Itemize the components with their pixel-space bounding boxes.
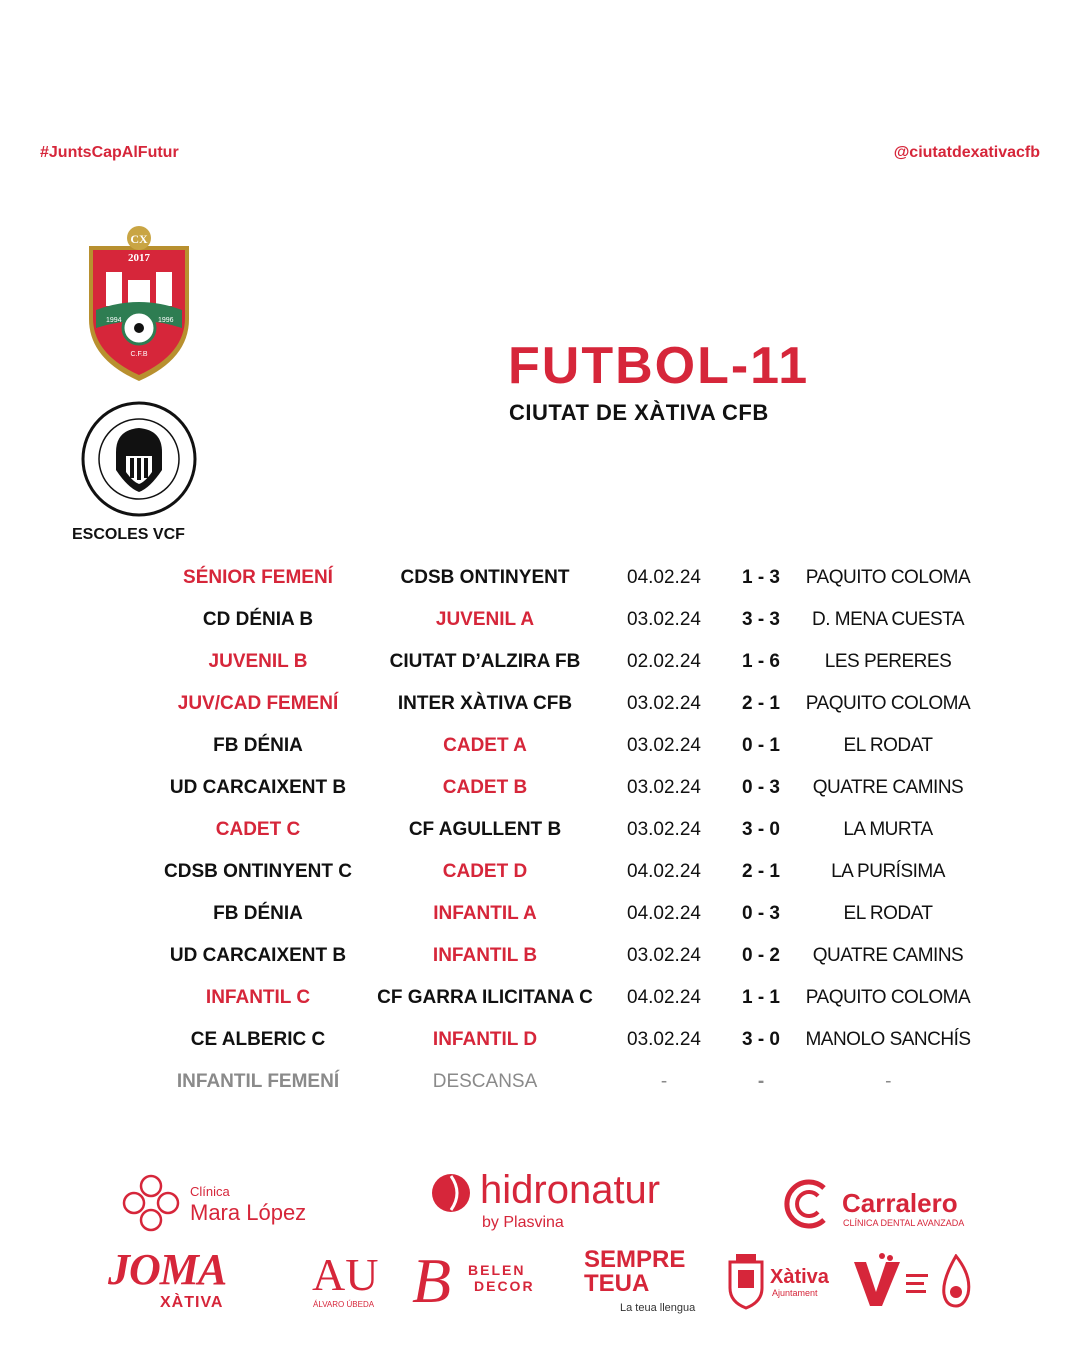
page-title: FUTBOL-11 (508, 337, 810, 395)
match-score: 0 - 1 (741, 735, 781, 756)
home-team: FB DÉNIA (213, 735, 303, 756)
match-date: 04.02.24 (627, 903, 701, 924)
match-venue: QUATRE CAMINS (812, 945, 964, 966)
match-venue: EL RODAT (843, 735, 933, 756)
away-team: CADET B (442, 777, 528, 798)
xativa-logo: Xàtiva (770, 1266, 829, 1288)
xativa-sub: Ajuntament (772, 1288, 818, 1298)
match-score: 2 - 1 (741, 693, 781, 714)
home-team: UD CARCAIXENT B (169, 945, 347, 966)
belen-b-mark: B (412, 1245, 452, 1316)
clinic-name: Mara López (190, 1200, 307, 1225)
hidronatur-sub: by Plasvina (482, 1214, 564, 1231)
home-team: FB DÉNIA (213, 903, 303, 924)
federation-logo-icon (852, 1252, 902, 1308)
home-team: UD CARCAIXENT B (169, 777, 347, 798)
away-team: JUVENIL A (435, 609, 535, 630)
fixture-row (150, 641, 990, 683)
home-team: CDSB ONTINYENT C (164, 861, 352, 882)
match-venue: PAQUITO COLOMA (805, 567, 971, 588)
match-venue: LA PURÍSIMA (831, 861, 945, 882)
match-score: 0 - 3 (741, 903, 781, 924)
joma-sub: XÀTIVA (160, 1294, 224, 1311)
crest-year: 2017 (128, 252, 150, 264)
match-score: - (757, 1071, 765, 1092)
fixture-row (150, 557, 990, 599)
match-venue: MANOLO SANCHÍS (805, 1029, 971, 1050)
home-team: CD DÉNIA B (202, 609, 314, 630)
fixture-row (150, 977, 990, 1019)
match-score: 1 - 3 (741, 567, 781, 588)
crest-right-year: 1996 (158, 317, 174, 324)
match-venue: LA MURTA (843, 819, 933, 840)
away-team: CADET D (442, 861, 528, 882)
hidronatur-drop-icon (430, 1172, 472, 1214)
away-team: INTER XÀTIVA CFB (397, 693, 573, 714)
joma-logo: JOMA (108, 1245, 227, 1294)
page-subtitle: CIUTAT DE XÀTIVA CFB (509, 400, 769, 425)
match-date: 04.02.24 (627, 861, 701, 882)
away-team: INFANTIL B (432, 945, 538, 966)
home-team: JUVENIL B (208, 651, 308, 672)
match-venue: - (885, 1071, 891, 1092)
match-date: 03.02.24 (627, 735, 701, 756)
vcf-academy-badge (80, 400, 198, 518)
crest-left-year: 1994 (106, 317, 122, 324)
au-sub: ÁLVARO ÚBEDA (313, 1300, 375, 1309)
crest-initials: C.F.B (130, 351, 148, 358)
fixture-row (150, 893, 990, 935)
carralero-sub: CLÍNICA DENTAL AVANZADA (843, 1218, 965, 1228)
home-team: CADET C (215, 819, 301, 840)
match-date: - (660, 1071, 668, 1092)
sempre-word-1: SEMPRE (584, 1246, 686, 1273)
match-venue: QUATRE CAMINS (812, 777, 964, 798)
away-team: INFANTIL A (433, 903, 537, 924)
sponsors-bar (0, 1160, 1080, 1330)
match-score: 1 - 6 (741, 651, 781, 672)
fixture-row (150, 809, 990, 851)
fixtures-table (150, 557, 990, 1103)
away-team: DESCANSA (432, 1071, 538, 1092)
match-venue: D. MENA CUESTA (811, 609, 965, 630)
match-score: 3 - 0 (741, 819, 781, 840)
home-team: JUV/CAD FEMENÍ (177, 693, 339, 714)
match-date: 03.02.24 (627, 1029, 701, 1050)
carralero-c-icon (778, 1176, 834, 1232)
match-score: 1 - 1 (741, 987, 781, 1008)
match-date: 03.02.24 (627, 777, 701, 798)
clinic-small-label: Clínica (190, 1184, 230, 1199)
belen-word-2: DECOR (474, 1278, 535, 1294)
away-team: INFANTIL D (432, 1029, 538, 1050)
clinic-flower-icon (120, 1172, 182, 1234)
fixture-row (150, 767, 990, 809)
federation-text-icon (906, 1270, 930, 1300)
match-venue: PAQUITO COLOMA (805, 987, 971, 1008)
academy-label: ESCOLES VCF (72, 526, 185, 543)
match-date: 02.02.24 (627, 651, 701, 672)
away-team: CF AGULLENT B (408, 819, 562, 840)
match-date: 04.02.24 (627, 567, 701, 588)
match-venue: PAQUITO COLOMA (805, 693, 971, 714)
match-venue: EL RODAT (843, 903, 933, 924)
sempre-sub: La teua llengua (620, 1302, 696, 1314)
fixture-row (150, 683, 990, 725)
away-team: CF GARRA ILICITANA C (377, 987, 593, 1008)
fixture-row (150, 1019, 990, 1061)
flame-logo-icon (938, 1254, 974, 1308)
xativa-council-crest-icon (726, 1252, 766, 1310)
home-team: SÉNIOR FEMENÍ (183, 567, 333, 588)
match-date: 03.02.24 (627, 819, 701, 840)
sempre-word-2: TEUA (584, 1270, 650, 1297)
match-date: 04.02.24 (627, 987, 701, 1008)
hidronatur-logo: hidronatur (480, 1168, 661, 1212)
social-handle: @ciutatdexativacfb (893, 144, 1040, 161)
home-team: CE ALBERIC C (190, 1029, 326, 1050)
fixture-row (150, 1061, 990, 1103)
fixture-row (150, 599, 990, 641)
fixture-row (150, 725, 990, 767)
match-score: 0 - 2 (741, 945, 781, 966)
carralero-logo: Carralero (842, 1188, 958, 1218)
match-score: 3 - 0 (741, 1029, 781, 1050)
away-team: CIUTAT D’ALZIRA FB (389, 651, 581, 672)
fixture-row (150, 935, 990, 977)
match-score: 2 - 1 (741, 861, 781, 882)
match-date: 03.02.24 (627, 945, 701, 966)
crest-monogram: CX (130, 232, 148, 246)
au-logo: AU (312, 1249, 379, 1300)
match-score: 0 - 3 (741, 777, 781, 798)
home-team: INFANTIL C (205, 987, 311, 1008)
fixture-row (150, 851, 990, 893)
home-team: INFANTIL FEMENÍ (176, 1071, 340, 1092)
club-crest-logo (84, 224, 194, 384)
away-team: CADET A (443, 735, 527, 756)
belen-word-1: BELEN (468, 1262, 526, 1278)
match-date: 03.02.24 (627, 609, 701, 630)
match-score: 3 - 3 (741, 609, 781, 630)
match-venue: LES PERERES (824, 651, 952, 672)
hashtag: #JuntsCapAlFutur (40, 144, 179, 161)
away-team: CDSB ONTINYENT (400, 567, 570, 588)
match-date: 03.02.24 (627, 693, 701, 714)
